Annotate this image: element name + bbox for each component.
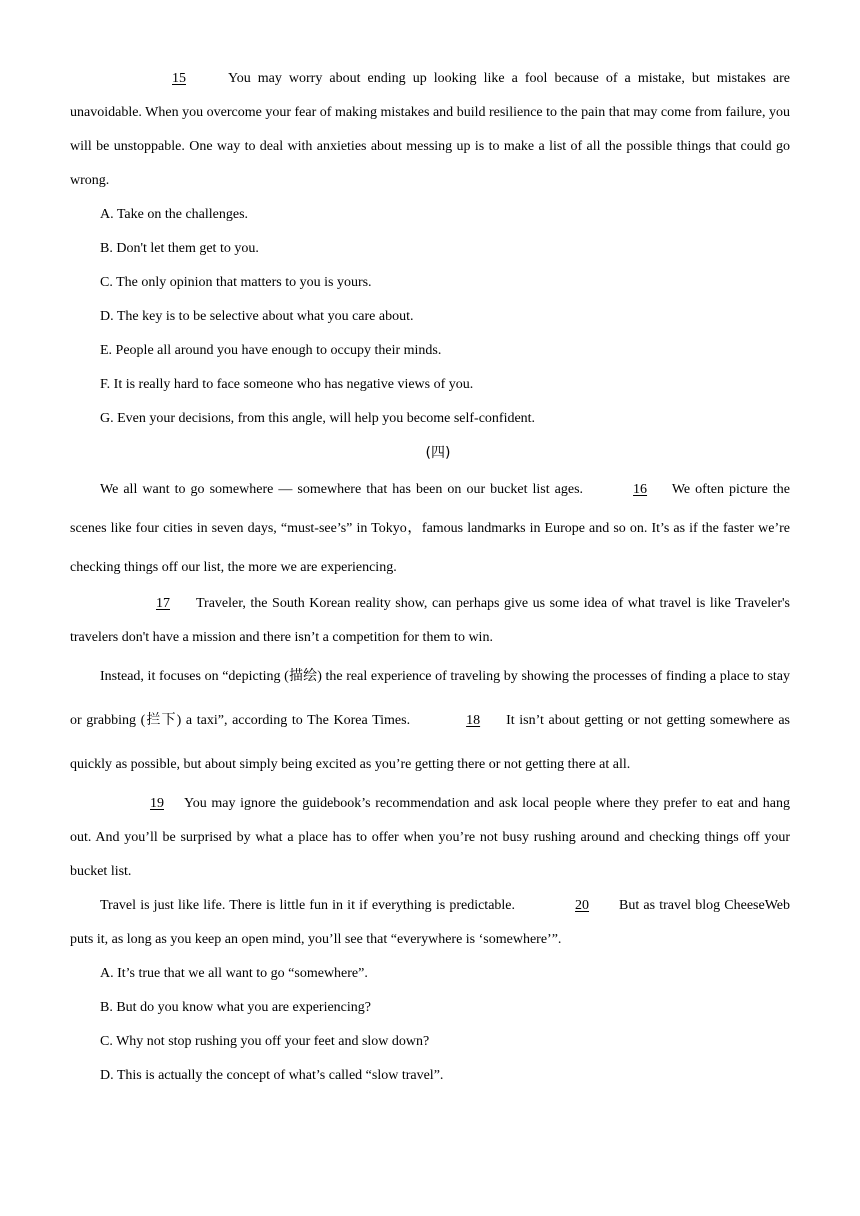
- section-title: (四): [425, 445, 451, 461]
- option-c-part4: C. Why not stop rushing you off your feet and slow down?: [100, 1034, 430, 1049]
- option-a-part4: A. It’s true that we all want to go “somewhere”.: [100, 966, 368, 981]
- option-list-part4: [70, 957, 790, 1093]
- paragraph-18: [70, 655, 790, 787]
- option-b: B. Don't let them get to you.: [100, 241, 259, 256]
- blank-19[interactable]: 19: [150, 796, 164, 811]
- option-e: E. People all around you have enough to occupy their minds.: [100, 343, 442, 358]
- paragraph-20: [70, 889, 790, 957]
- paragraph-20-after: But as travel blog CheeseWeb puts it, as long as you keep an open mind, you’ll see that “everywhere is ‘somewhere’”.: [70, 898, 790, 947]
- paragraph-16: [70, 470, 790, 587]
- option-a: A. Take on the challenges.: [100, 207, 249, 222]
- option-b-part4: B. But do you know what you are experiencing?: [100, 1000, 371, 1015]
- paragraph-15-text: You may worry about ending up looking like a fool because of a mistake, but mistakes are unavoidable. When you overcome your fear of making mistakes and build resilience to the pain that may come from failure, you will be unstoppable. One way to deal with anxieties about messing up is to make a list of all the possible things that could go wrong.: [70, 71, 790, 188]
- paragraph-20-before: Travel is just like life. There is little fun in it if everything is predictable.: [100, 898, 516, 913]
- blank-18[interactable]: 18: [466, 713, 481, 728]
- paragraph-19: [70, 787, 790, 889]
- blank-20[interactable]: 20: [575, 898, 590, 913]
- paragraph-19-text: You may ignore the guidebook’s recommendation and ask local people where they prefer to eat and hang out. And you’ll be surprised by what a place has to offer when you’re not busy rushing around and checking things off your bucket list.: [70, 796, 790, 879]
- document-page: [70, 62, 790, 1093]
- blank-17[interactable]: 17: [156, 596, 170, 611]
- blank-15[interactable]: 15: [172, 71, 186, 86]
- paragraph-18-before: Instead, it focuses on “depicting (描绘) the real experience of traveling by showing the processes of finding a place to stay or grabbing (拦下) a taxi”, according to The Korea Times.: [70, 669, 790, 728]
- paragraph-17: [70, 587, 790, 655]
- option-f: F. It is really hard to face someone who has negative views of you.: [100, 377, 474, 392]
- paragraph-17-text: Traveler, the South Korean reality show, can perhaps give us some idea of what travel is like Traveler's travelers don't have a mission and there isn’t a competition for them to win.: [70, 596, 790, 645]
- paragraph-15: [70, 62, 790, 198]
- option-d-part4: D. This is actually the concept of what’s called “slow travel”.: [100, 1068, 444, 1083]
- option-d: D. The key is to be selective about what you care about.: [100, 309, 414, 324]
- paragraph-16-before: We all want to go somewhere — somewhere that has been on our bucket list ages.: [100, 482, 584, 497]
- option-c: C. The only opinion that matters to you is yours.: [100, 275, 372, 290]
- paragraph-16-after: We often picture the scenes like four cities in seven days, “must-see’s” in Tokyo，famous landmarks in Europe and so on. It’s as if the faster we’re checking things off our list, the more we are experiencing.: [70, 482, 790, 575]
- option-list-part3: [70, 198, 790, 436]
- blank-16[interactable]: 16: [633, 482, 648, 497]
- option-g: G. Even your decisions, from this angle, will help you become self-confident.: [100, 411, 536, 426]
- paragraph-18-after: It isn’t about getting or not getting somewhere as quickly as possible, but about simply being excited as you’re getting there or not getting there at all.: [70, 713, 791, 772]
